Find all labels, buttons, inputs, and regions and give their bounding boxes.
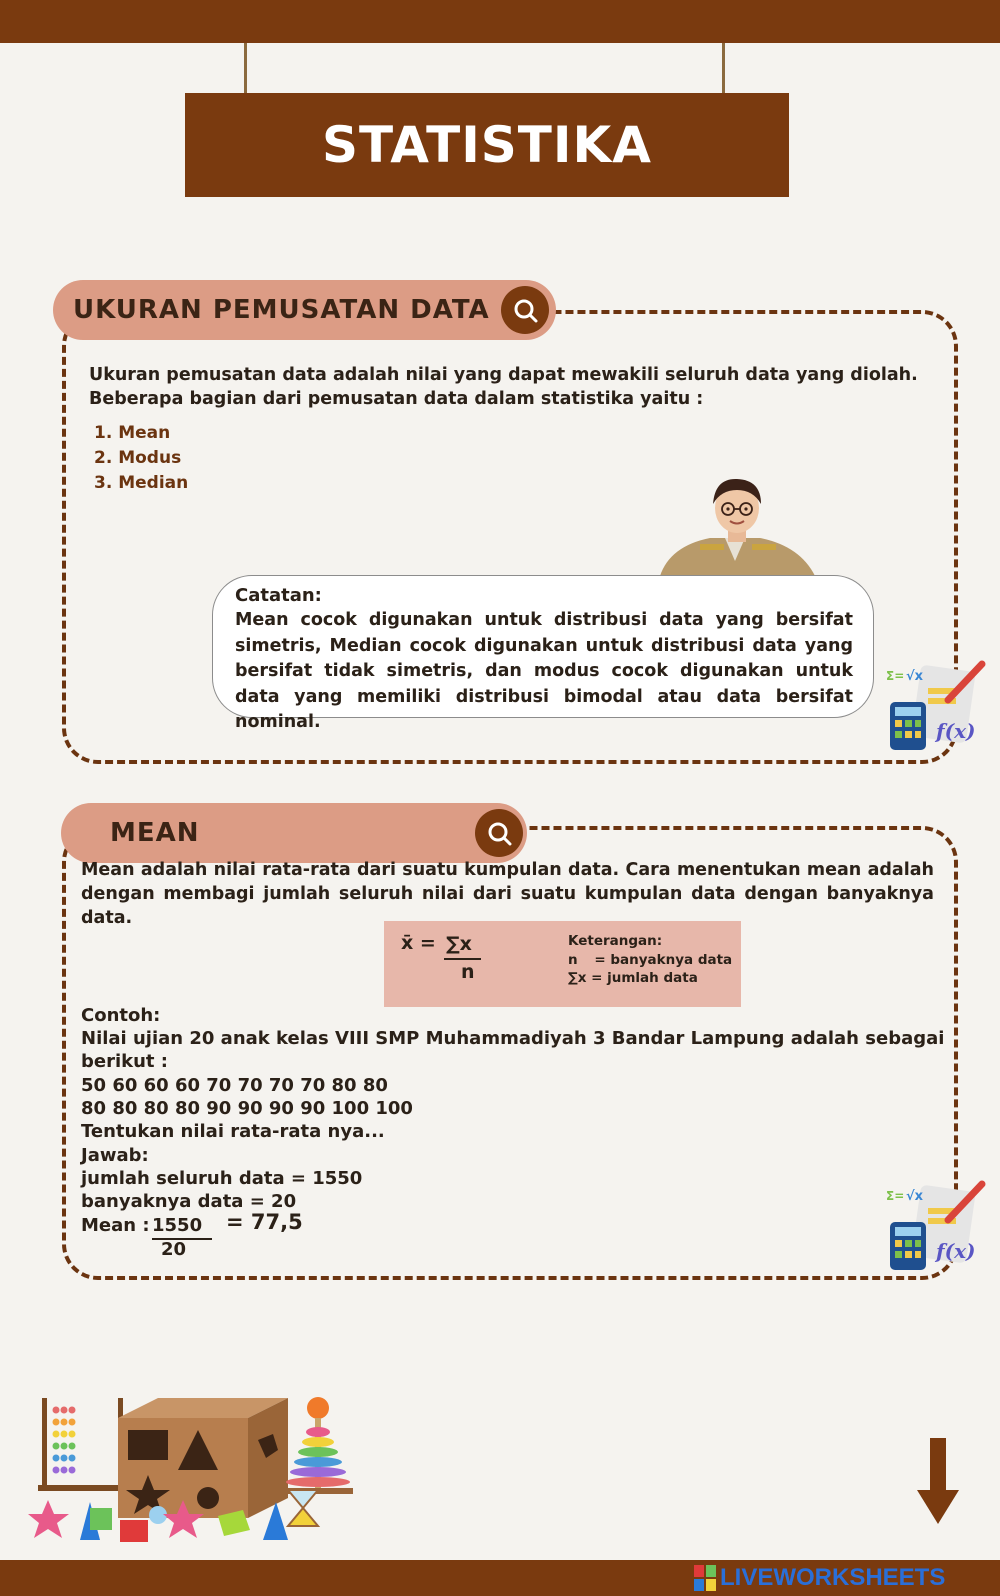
formula-lhs: x̄ = xyxy=(401,932,436,954)
keterangan-n-symbol: n xyxy=(568,952,578,968)
section-ukuran-header xyxy=(53,280,556,340)
list-item: 1. Mean xyxy=(94,423,171,443)
section-ukuran-intro-line2: Beberapa bagian dari pemusatan data dalam statistika yaitu : xyxy=(89,389,704,409)
search-icon[interactable] xyxy=(475,809,523,857)
liveworksheets-logo-text: LIVEWORKSHEETS xyxy=(720,1564,946,1591)
fx-label: f(x) xyxy=(936,1239,976,1263)
sqrt-label: √x xyxy=(906,1189,924,1204)
formula-fraction-line xyxy=(444,958,481,960)
calculator-decoration xyxy=(886,660,986,760)
sigma-label: Σ= xyxy=(886,669,905,683)
example-data2: 80 80 80 80 90 90 90 90 100 100 xyxy=(81,1098,413,1119)
sqrt-label: √x xyxy=(906,669,924,684)
next-page-arrow-icon[interactable] xyxy=(917,1438,959,1526)
top-bar xyxy=(0,0,1000,43)
calculator-decoration xyxy=(886,1180,986,1280)
keterangan-n xyxy=(568,952,732,968)
keterangan-n-desc: = banyaknya data xyxy=(594,952,733,968)
note-body: Mean cocok digunakan untuk distribusi data yang bersifat simetris, Median cocok digunakan untuk distribusi data yang bersifat tidak simetris, dan modus cocok digunakan untuk data yang memiliki distribusi bimodal atau data bersifat nominal. xyxy=(235,610,853,732)
teacher-illustration xyxy=(640,476,830,576)
example-line2: berikut : xyxy=(81,1051,168,1072)
answer-sum: jumlah seluruh data = 1550 xyxy=(81,1168,363,1189)
answer-mean-numerator: 1550 xyxy=(152,1215,203,1236)
section-ukuran-intro-line1: Ukuran pemusatan data adalah nilai yang dapat mewakili seluruh data yang diolah. xyxy=(89,365,918,385)
section-mean-header xyxy=(61,803,527,863)
answer-mean-denominator: 20 xyxy=(161,1239,187,1260)
note-box xyxy=(212,575,874,732)
bottom-bar xyxy=(0,1560,1000,1596)
central-tendency-list xyxy=(94,421,188,496)
mean-formula-box xyxy=(384,921,741,1007)
section-ukuran-title: UKURAN PEMUSATAN DATA xyxy=(73,295,490,325)
formula-denominator: n xyxy=(461,961,475,983)
list-item: 3. Median xyxy=(94,473,189,493)
keterangan-title: Keterangan: xyxy=(568,933,663,949)
liveworksheets-logo-icon xyxy=(694,1565,716,1591)
list-item: 2. Modus xyxy=(94,448,182,468)
toys-illustration xyxy=(28,1390,368,1550)
example-data1: 50 60 60 60 70 70 70 70 80 80 xyxy=(81,1075,388,1096)
answer-label: Jawab: xyxy=(81,1145,149,1166)
page-title: STATISTIKA xyxy=(322,116,652,174)
answer-mean-result: = 77,5 xyxy=(226,1210,303,1234)
search-icon[interactable] xyxy=(501,286,549,334)
sigma-label: Σ= xyxy=(886,1189,905,1203)
mean-definition: Mean adalah nilai rata-rata dari suatu kumpulan data. Cara menentukan mean adalah dengan membagi jumlah seluruh nilai dari suatu kumpulan data dengan banyaknya data. xyxy=(81,860,934,928)
fx-label: f(x) xyxy=(936,719,976,743)
note-title: Catatan: xyxy=(235,585,322,606)
example-question: Tentukan nilai rata-rata nya... xyxy=(81,1121,385,1142)
formula-numerator: ∑x xyxy=(446,933,472,955)
section-mean-title: MEAN xyxy=(110,818,200,848)
answer-mean-label: Mean : xyxy=(81,1215,150,1236)
example-line1: Nilai ujian 20 anak kelas VIII SMP Muhammadiyah 3 Bandar Lampung adalah sebagai xyxy=(81,1028,945,1049)
example-label: Contoh: xyxy=(81,1005,161,1026)
title-board xyxy=(185,93,789,197)
keterangan-sum: ∑x = jumlah data xyxy=(568,970,698,986)
answer-count: banyaknya data = 20 xyxy=(81,1191,297,1212)
liveworksheets-logo[interactable] xyxy=(694,1564,945,1592)
